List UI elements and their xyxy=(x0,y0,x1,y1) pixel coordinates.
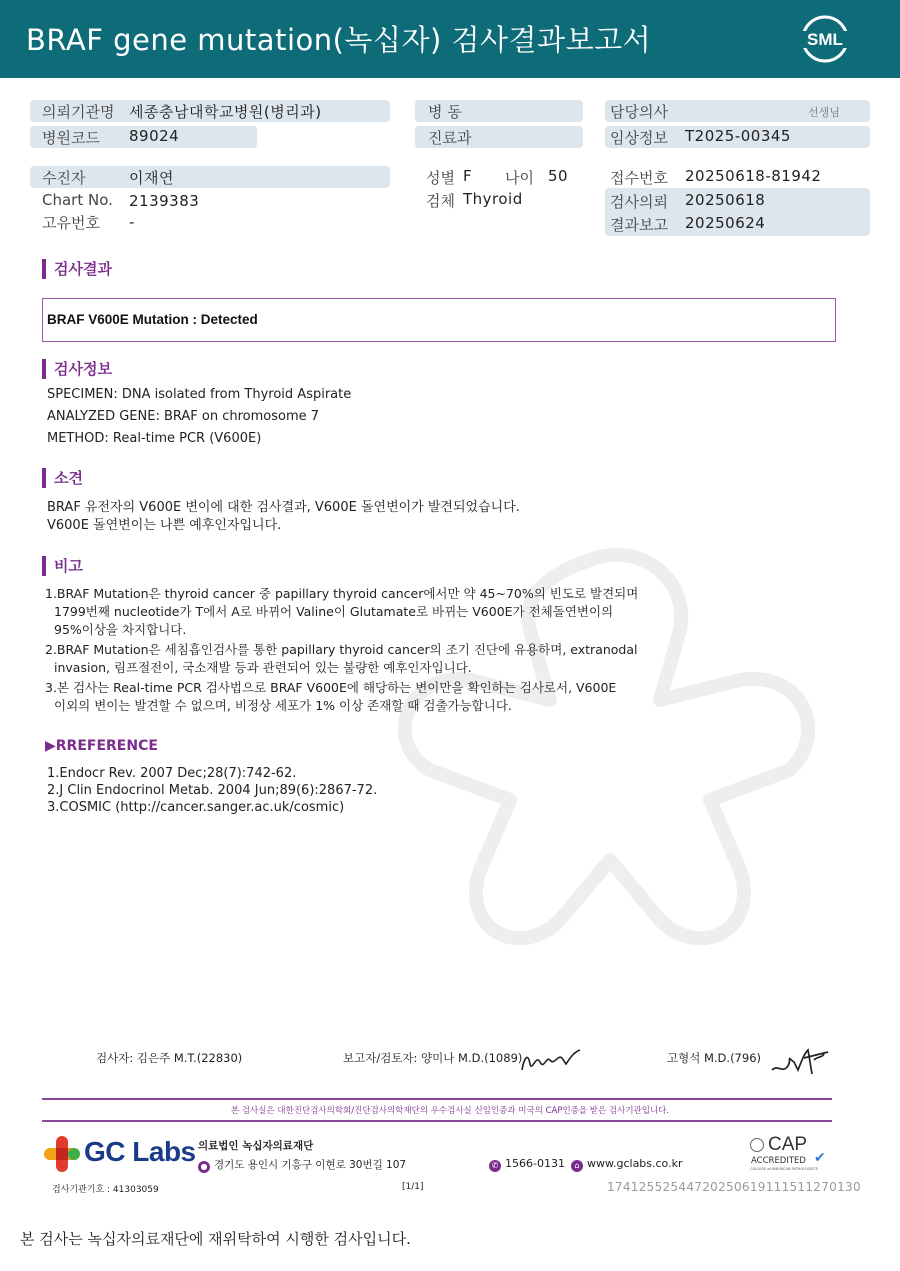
phone-text: 1566-0131 xyxy=(505,1157,565,1170)
uid-value: - xyxy=(129,213,135,231)
reference-line: 3.COSMIC (http://cancer.sanger.ac.uk/cosmic) xyxy=(47,800,345,815)
hospital-label: 의뢰기관명 xyxy=(42,103,115,121)
opinion-line: BRAF 유전자의 V600E 변이에 대한 검사결과, V600E 돌연변이가 발견되었습니다. xyxy=(47,500,520,515)
receipt-value: 20250618-81942 xyxy=(685,167,822,185)
cap-text: CAP xyxy=(768,1134,808,1155)
remark-line: 2.BRAF Mutation은 세침흡인검사를 통한 papillary thyroid cancer의 조기 진단에 유용하며, extranodal xyxy=(45,642,638,657)
chart-label: Chart No. xyxy=(42,191,113,209)
hospital-value: 세종충남대학교병원(병리과) xyxy=(129,103,322,121)
gc-labs-name: GC Labs xyxy=(84,1136,196,1167)
remark-line: 3.본 검사는 Real-time PCR 검사법으로 BRAF V600E에 해당하는 변이만을 확인하는 검사로서, V600E xyxy=(45,680,617,695)
info-line: SPECIMEN: DNA isolated from Thyroid Aspirate xyxy=(47,387,352,402)
report-header xyxy=(0,0,900,78)
cap-college: COLLEGE of AMERICAN PATHOLOGISTS xyxy=(750,1167,818,1171)
patient-value: 이재연 xyxy=(129,169,174,187)
foundation-name: 의료법인 녹십자의료재단 xyxy=(198,1140,314,1152)
result-box xyxy=(42,298,836,342)
checkmark-icon: ✔ xyxy=(814,1150,826,1166)
age-label: 나이 xyxy=(505,169,534,187)
page-number: [1/1] xyxy=(402,1182,424,1192)
report-label: 결과보고 xyxy=(610,216,668,234)
code-label: 병원코드 xyxy=(42,129,100,147)
cap-accredited: ACCREDITED xyxy=(751,1156,806,1166)
institution-code: 검사기관기호 : 41303059 xyxy=(52,1185,159,1195)
cap-accredited-logo xyxy=(748,1136,832,1176)
website-text: www.gclabs.co.kr xyxy=(587,1157,683,1170)
info-line: ANALYZED GENE: BRAF on chromosome 7 xyxy=(47,409,320,424)
sex-value: F xyxy=(463,167,473,185)
result-section-title: 검사결과 xyxy=(42,259,112,279)
request-value: 20250618 xyxy=(685,191,766,209)
barcode-number: 17412552544720250619111511270130 xyxy=(607,1180,861,1194)
uid-label: 고유번호 xyxy=(42,214,100,232)
receipt-label: 접수번호 xyxy=(610,169,668,187)
address-text: 경기도 용인시 기흥구 이현로 30번길 107 xyxy=(214,1159,407,1171)
handwritten-signature-icon xyxy=(518,1044,586,1076)
reporter-signature: 보고자/검토자: 양미나 M.D.(1089) xyxy=(343,1051,523,1065)
reference-title: ▶RREFERENCE xyxy=(45,738,158,754)
svg-text:SML: SML xyxy=(807,30,843,49)
sml-logo xyxy=(797,14,853,64)
handwritten-signature-icon xyxy=(768,1040,830,1080)
clinical-value: T2025-00345 xyxy=(685,127,791,145)
info-line: METHOD: Real-time PCR (V600E) xyxy=(47,431,262,446)
reference-line: 1.Endocr Rev. 2007 Dec;28(7):742-62. xyxy=(47,766,297,781)
age-value: 50 xyxy=(548,167,569,185)
info-section-title: 검사정보 xyxy=(42,359,112,379)
remark-line: 1799번째 nucleotide가 T에서 A로 바뀌어 Valine이 Glutamate로 바뀌는 V600E가 전체돌연변이의 xyxy=(54,604,614,619)
specimen-value: Thyroid xyxy=(463,190,523,208)
patient-label: 수진자 xyxy=(42,169,86,187)
chart-value: 2139383 xyxy=(129,192,200,210)
opinion-line: V600E 돌연변이는 나쁜 예후인자입니다. xyxy=(47,518,282,533)
report-value: 20250624 xyxy=(685,214,766,232)
certification-note: 본 검사실은 대한진단검사의학회/진단검사의학재단의 우수검사실 신임인증과 미국의 CAP인증을 받은 검사기관입니다. xyxy=(230,1106,670,1116)
doctor-suffix: 선생님 xyxy=(808,106,840,119)
website[interactable] xyxy=(571,1157,683,1172)
remark-line: 1.BRAF Mutation은 thyroid cancer 중 papillary thyroid cancer에서만 약 45~70%의 빈도로 발견되며 xyxy=(45,586,639,601)
request-label: 검사의뢰 xyxy=(610,193,668,211)
remark-line: 이외의 변이는 발견할 수 없으며, 비정상 세포가 1% 이상 존재할 때 검출가능합니다. xyxy=(54,698,512,713)
footer-divider-top xyxy=(42,1098,832,1100)
ward-label: 병 동 xyxy=(428,103,462,121)
remark-section-title: 비고 xyxy=(42,556,83,576)
cap-seal-icon xyxy=(750,1138,764,1152)
clinical-label: 임상정보 xyxy=(610,129,668,147)
phone xyxy=(489,1157,565,1172)
sex-label: 성별 xyxy=(426,169,455,187)
dept-label: 진료과 xyxy=(428,129,472,147)
remark-line: 95%이상을 차지합니다. xyxy=(54,622,187,637)
address xyxy=(198,1157,406,1173)
specimen-label: 검체 xyxy=(426,192,455,210)
report-title: BRAF gene mutation(녹십자) 검사결과보고서 xyxy=(26,23,652,57)
home-icon: ⌂ xyxy=(571,1160,583,1172)
footer-divider-bottom xyxy=(42,1120,832,1122)
gc-labs-logo-icon xyxy=(42,1134,82,1174)
code-value: 89024 xyxy=(129,127,180,145)
third-signature: 고형석 M.D.(796) xyxy=(667,1051,761,1065)
tester-signature: 검사자: 김은주 M.T.(22830) xyxy=(96,1051,243,1065)
phone-icon: ✆ xyxy=(489,1160,501,1172)
bottom-note: 본 검사는 녹십자의료재단에 재위탁하여 시행한 검사입니다. xyxy=(20,1230,411,1248)
reference-line: 2.J Clin Endocrinol Metab. 2004 Jun;89(6):2867-72. xyxy=(47,783,378,798)
remark-line: invasion, 림프절전이, 국소재발 등과 관련되어 있는 불량한 예후인자입니다. xyxy=(54,660,472,675)
doctor-label: 담당의사 xyxy=(610,103,668,121)
result-text: BRAF V600E Mutation : Detected xyxy=(47,312,258,327)
opinion-section-title: 소견 xyxy=(42,468,83,488)
location-icon: ● xyxy=(198,1161,210,1173)
